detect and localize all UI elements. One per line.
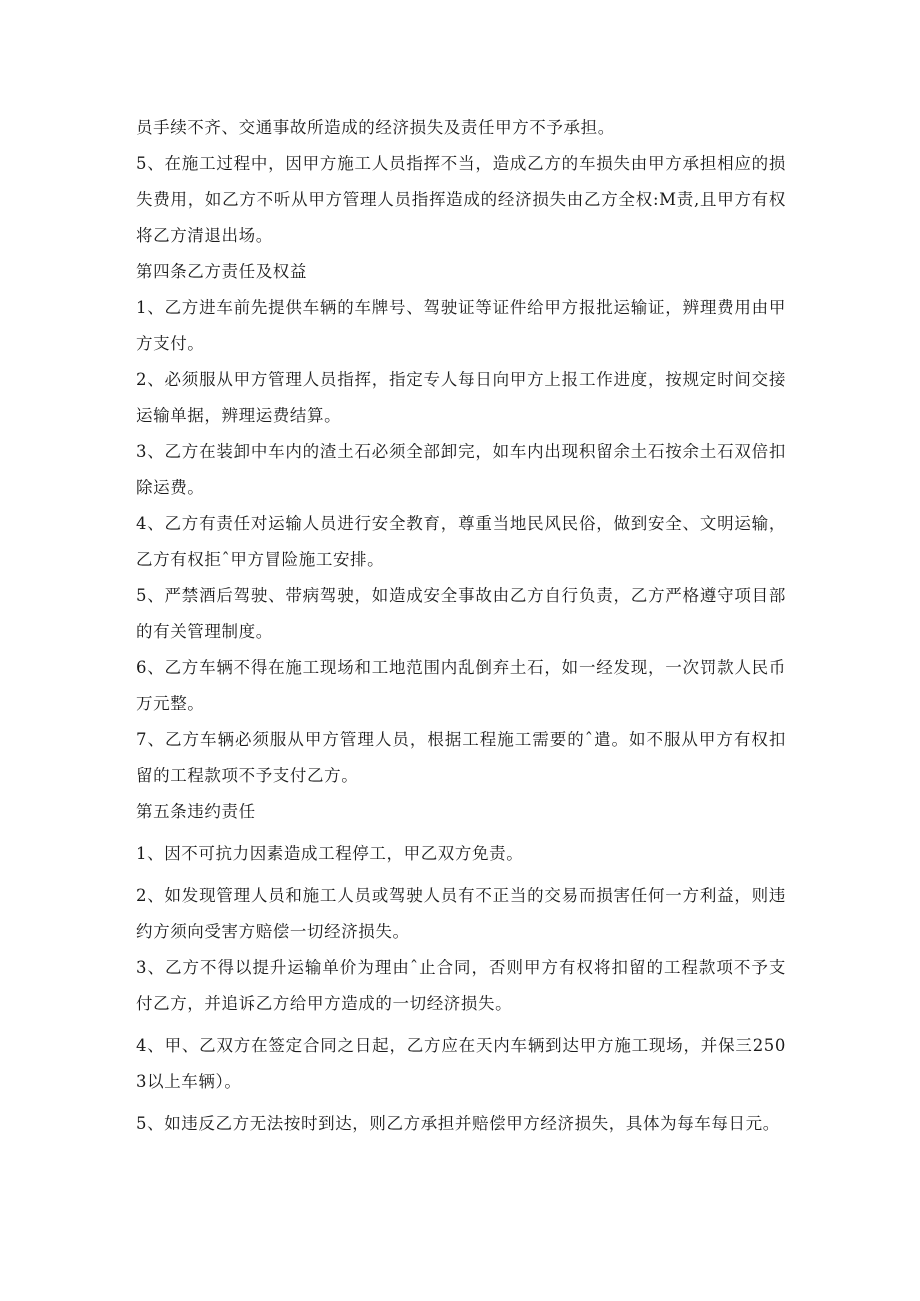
paragraph-clause-5-1: 1、因不可抗力因素造成工程停工，甲乙双方免责。: [136, 844, 524, 863]
paragraph-clause-5-5: 5、如违反乙方无法按时到达，则乙方承担并赔偿甲方经济损失，具体为每车每日元。: [136, 1114, 780, 1133]
paragraph-clause-4-1: 1、乙方进车前先提供车辆的车牌号、驾驶证等证件给甲方报批运输证，辨理费用由甲方支付。: [136, 298, 786, 353]
paragraph-clause-4-6: 6、乙方车辆不得在施工现场和工地范围内乱倒弃土石，如一经发现，一次罚款人民币万元整。: [136, 658, 786, 713]
paragraph-clause-4-5: 5、严禁酒后驾驶、带病驾驶，如造成安全事故由乙方自行负责，乙方严格遵守项目部的有关管理制度。: [136, 586, 786, 641]
paragraph-clause-5-3: 3、乙方不得以提升运输单价为理由ˆ止合同，否则甲方有权将扣留的工程款项不予支付乙方，并追诉乙方给甲方造成的一切经济损失。: [136, 958, 786, 1013]
paragraph-clause-4-2: 2、必须服从甲方管理人员指挥，指定专人每日向甲方上报工作进度，按规定时间交接运输单据，辨理运费结算。: [136, 370, 786, 425]
section-heading-article-4: 第四条乙方责任及权益: [136, 262, 307, 281]
section-heading-article-5: 第五条违约责任: [136, 802, 256, 821]
paragraph-clause-4-4: 4、乙方有责任对运输人员进行安全教育，尊重当地民风民俗，做到安全、文明运输，乙方有权拒ˆ甲方冒险施工安排。: [136, 514, 786, 569]
paragraph-clause-3-5: 5、在施工过程中，因甲方施工人员指挥不当，造成乙方的车损失由甲方承担相应的损失费用，如乙方不听从甲方管理人员指挥造成的经济损失由乙方全权:M责,且甲方有权将乙方清退出场。: [136, 154, 786, 245]
paragraph-clause-4-7: 7、乙方车辆必须服从甲方管理人员，根据工程施工需要的ˆ遣。如不服从甲方有权扣留的工程款项不予支付乙方。: [136, 730, 786, 785]
paragraph-clause-4-3: 3、乙方在装卸中车内的渣土石必须全部卸完，如车内出现积留余土石按余土石双倍扣除运费。: [136, 442, 786, 497]
paragraph-clause-5-2: 2、如发现管理人员和施工人员或驾驶人员有不正当的交易而损害任何一方利益，则违约方须向受害方赔偿一切经济损失。: [136, 886, 786, 941]
paragraph-continuation: 员手续不齐、交通事故所造成的经济损失及责任甲方不予承担。: [136, 118, 615, 137]
paragraph-clause-5-4: 4、甲、乙双方在签定合同之日起，乙方应在天内车辆到达甲方施工现场，并保三2503以上车辆）。: [136, 1036, 786, 1091]
document-page: [136, 110, 786, 1142]
